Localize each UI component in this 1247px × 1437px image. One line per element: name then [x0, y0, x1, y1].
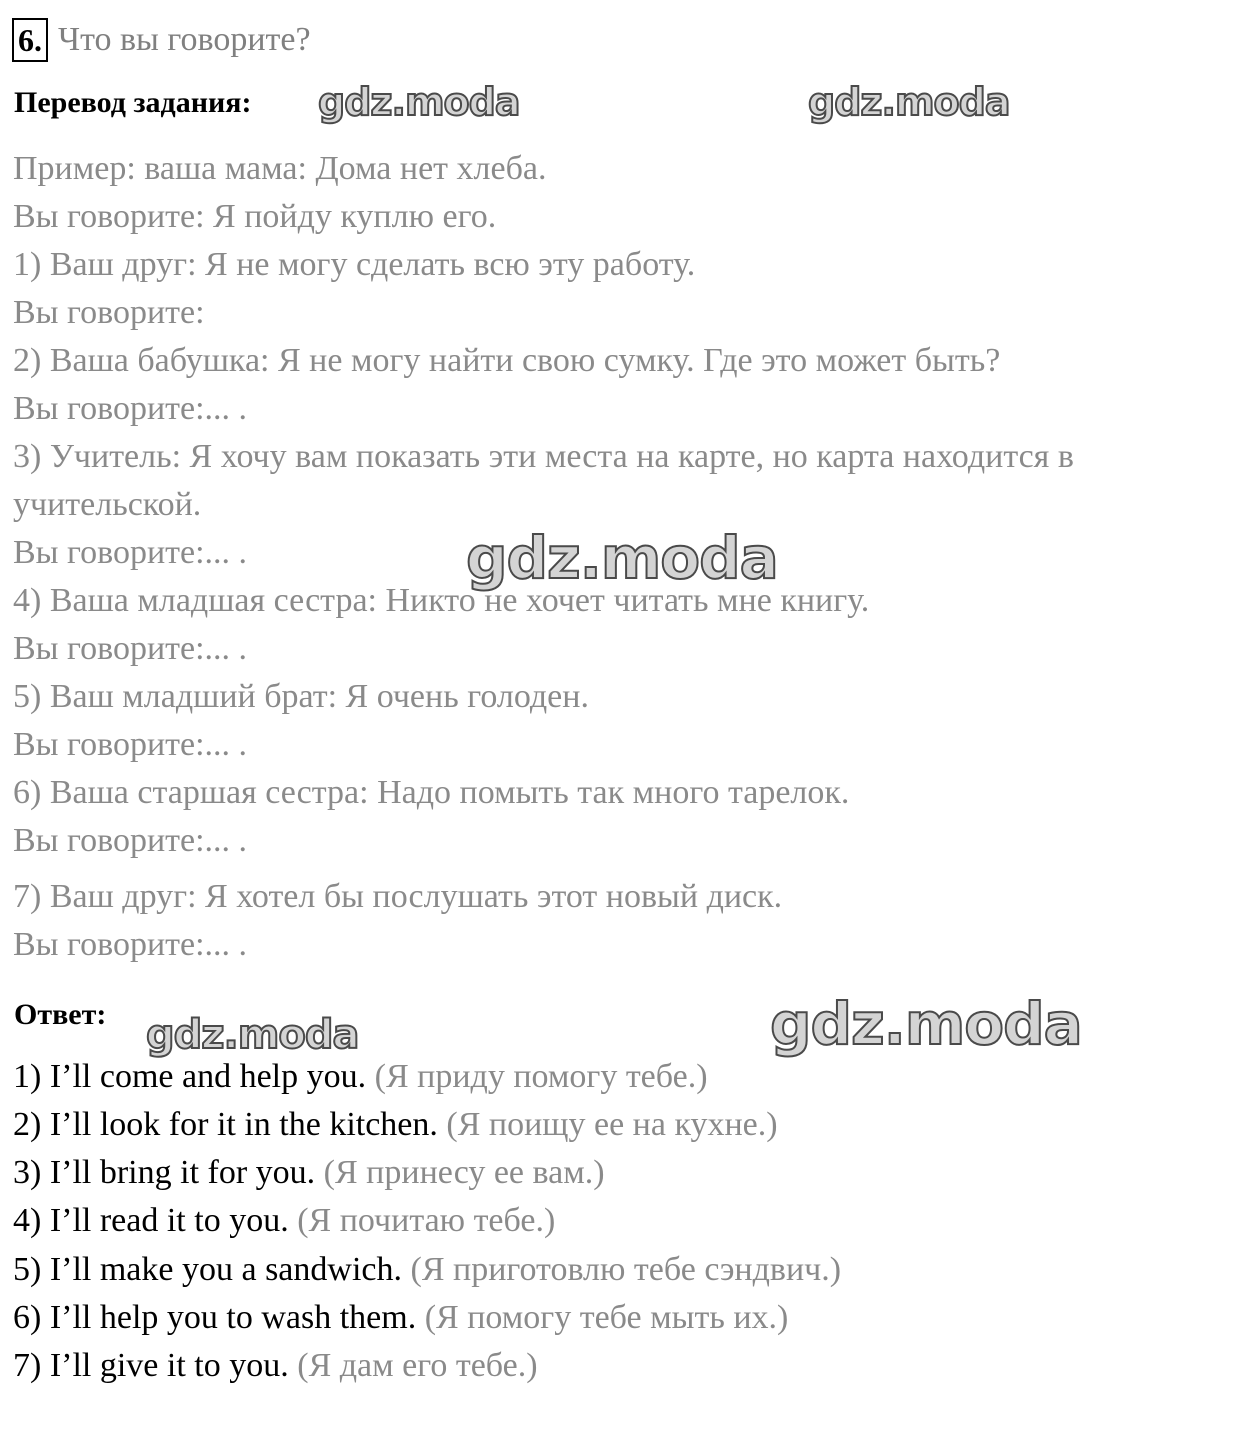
answer-english: 6) I’ll help you to wash them. — [13, 1299, 417, 1336]
watermark: gdz.moda — [318, 80, 520, 124]
watermark: gdz.moda — [770, 990, 1082, 1058]
task-title: Что вы говорите? — [58, 21, 311, 58]
task-line: Вы говорите: Я пойду куплю его. — [13, 198, 497, 235]
answer-label: Ответ: — [14, 998, 107, 1031]
task-line: 4) Ваша младшая сестра: Никто не хочет читать мне книгу. — [13, 582, 870, 619]
answer-english: 2) I’ll look for it in the kitchen. — [13, 1106, 438, 1143]
answer-line — [13, 1251, 841, 1289]
task-line: 6) Ваша старшая сестра: Надо помыть так много тарелок. — [13, 774, 850, 811]
watermark: gdz.moda — [466, 524, 778, 592]
answer-english: 7) I’ll give it to you. — [13, 1347, 289, 1384]
answer-translation: (Я принесу ее вам.) — [323, 1154, 605, 1191]
answer-translation: (Я дам его тебе.) — [297, 1347, 538, 1384]
task-line: Вы говорите:... . — [13, 726, 248, 763]
task-line: Пример: ваша мама: Дома нет хлеба. — [13, 150, 547, 187]
answer-line — [13, 1058, 708, 1096]
watermark: gdz.moda — [146, 1012, 359, 1058]
translation-label: Перевод задания: — [14, 86, 252, 119]
answer-english: 3) I’ll bring it for you. — [13, 1154, 316, 1191]
answer-english: 4) I’ll read it to you. — [13, 1202, 289, 1239]
answer-line — [13, 1106, 778, 1144]
task-header — [12, 18, 311, 62]
answer-english: 1) I’ll come and help you. — [13, 1058, 367, 1095]
task-line: 7) Ваш друг: Я хотел бы послушать этот новый диск. — [13, 878, 783, 915]
task-line: Вы говорите:... . — [13, 630, 248, 667]
answer-line — [13, 1154, 605, 1192]
task-line: учительской. — [13, 486, 202, 523]
answer-translation: (Я приготовлю тебе сэндвич.) — [410, 1251, 842, 1288]
answer-translation: (Я приду помогу тебе.) — [374, 1058, 708, 1095]
task-line: 3) Учитель: Я хочу вам показать эти места на карте, но карта находится в — [13, 438, 1074, 475]
answer-translation: (Я поищу ее на кухне.) — [446, 1106, 778, 1143]
answer-translation: (Я почитаю тебе.) — [297, 1202, 556, 1239]
answer-translation: (Я помогу тебе мыть их.) — [424, 1299, 789, 1336]
answer-english: 5) I’ll make you a sandwich. — [13, 1251, 402, 1288]
task-line: 5) Ваш младший брат: Я очень голоден. — [13, 678, 589, 715]
answer-line — [13, 1202, 555, 1240]
task-line: Вы говорите:... . — [13, 926, 248, 963]
task-line: Вы говорите:... . — [13, 534, 248, 571]
task-line: Вы говорите: — [13, 294, 205, 331]
task-line: Вы говорите:... . — [13, 822, 248, 859]
answer-line — [13, 1347, 538, 1385]
answer-line — [13, 1299, 788, 1337]
task-line: 2) Ваша бабушка: Я не могу найти свою сумку. Где это может быть? — [13, 342, 1001, 379]
task-line: Вы говорите:... . — [13, 390, 248, 427]
task-number: 6. — [12, 18, 48, 62]
watermark: gdz.moda — [808, 80, 1010, 124]
task-line: 1) Ваш друг: Я не могу сделать всю эту работу. — [13, 246, 696, 283]
